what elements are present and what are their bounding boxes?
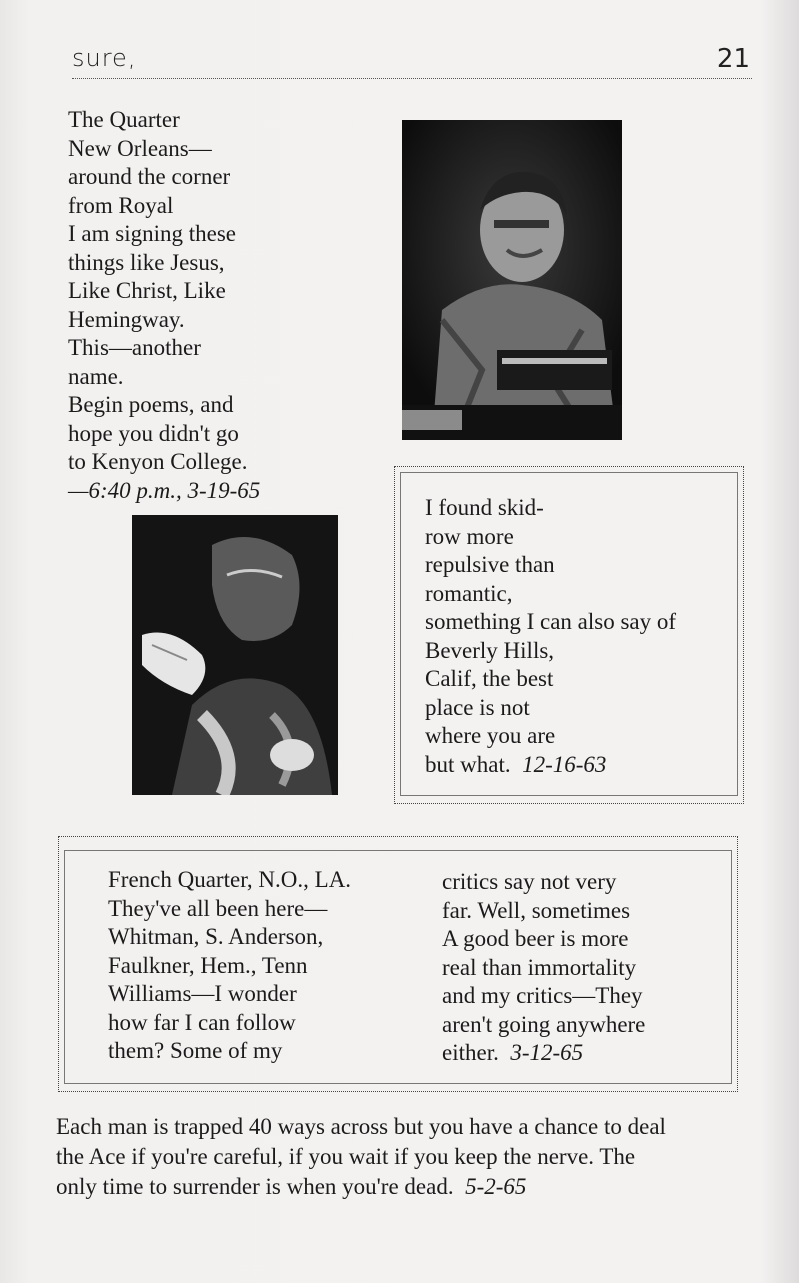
poem-line: them? Some of my	[108, 1038, 283, 1063]
poem-line: real than immortality	[442, 954, 637, 980]
poem-line: They've all been here—	[108, 895, 328, 921]
poem-line: how far I can follow	[108, 1009, 296, 1035]
poem-french-quarter-right	[442, 868, 645, 1068]
page-number: 21	[716, 44, 750, 74]
poem-french-quarter-left	[108, 866, 351, 1066]
poem-line: around the corner	[68, 164, 231, 189]
poem-line: I am signing these	[68, 221, 236, 246]
poem-line: Williams—I wonder	[108, 981, 297, 1006]
poem-line: critics say not very	[442, 869, 617, 894]
poem-line: Like Christ, Like	[68, 278, 226, 303]
poem-line: far. Well, sometimes	[442, 897, 631, 923]
poem-line: name.	[68, 363, 124, 389]
poem-line: aren't going anywhere	[442, 1011, 646, 1037]
photo-man-smoking	[132, 515, 338, 795]
poem-the-quarter	[68, 106, 260, 505]
poem-line: things like Jesus,	[68, 249, 225, 275]
poem-line: from Royal	[68, 192, 174, 218]
poem-line: hope you didn't go	[68, 420, 239, 446]
poem-date: 3-12-65	[510, 1040, 584, 1065]
poem-line-last	[425, 751, 676, 780]
poem-line: Calif, the best	[425, 666, 554, 691]
page-header	[72, 42, 752, 79]
poem-line: Begin poems, and	[68, 392, 234, 417]
photo-man-smoking-image	[132, 515, 338, 795]
poem-line: to Kenyon College.	[68, 449, 248, 474]
header-word: sure,	[72, 44, 137, 72]
poem-line: romantic,	[425, 580, 513, 606]
poem-line: Hemingway.	[68, 306, 185, 332]
poem-line: Whitman, S. Anderson,	[108, 924, 324, 949]
poem-line: A good beer is more	[442, 926, 629, 951]
poem-line: place is not	[425, 694, 530, 720]
photo-man-at-typewriter-image	[402, 120, 622, 440]
prose-paragraph	[56, 1112, 756, 1202]
poem-line: something I can also say of	[425, 609, 677, 634]
poem-line: This—another	[68, 335, 201, 360]
prose-last-words: only time to surrender is when you're dead.	[56, 1174, 454, 1199]
poem-line: and my critics—They	[442, 983, 643, 1008]
prose-line: Each man is trapped 40 ways across but you have a chance to deal	[56, 1114, 666, 1139]
poem-line: Faulkner, Hem., Tenn	[108, 952, 308, 978]
prose-date: 5-2-65	[465, 1174, 527, 1199]
poem-line-last	[442, 1039, 645, 1068]
poem-line: Beverly Hills,	[425, 637, 555, 663]
poem-skid-row	[425, 494, 676, 779]
poem-line: French Quarter, N.O., LA.	[108, 867, 352, 892]
poem-date: —6:40 p.m., 3-19-65	[68, 477, 261, 503]
prose-line: the Ace if you're careful, if you wait if you keep the nerve. The	[56, 1144, 636, 1169]
poem-line: I found skid-	[425, 495, 544, 520]
photo-man-at-typewriter	[402, 120, 622, 440]
prose-line-last	[56, 1172, 756, 1202]
poem-line: row more	[425, 523, 514, 549]
poem-line: New Orleans—	[68, 135, 212, 161]
poem-last-words: either.	[442, 1040, 499, 1065]
poem-date: 12-16-63	[522, 751, 607, 777]
poem-line: The Quarter	[68, 107, 180, 132]
poem-line: repulsive than	[425, 552, 555, 577]
poem-last-words: but what.	[425, 751, 511, 777]
poem-line: where you are	[425, 723, 556, 748]
